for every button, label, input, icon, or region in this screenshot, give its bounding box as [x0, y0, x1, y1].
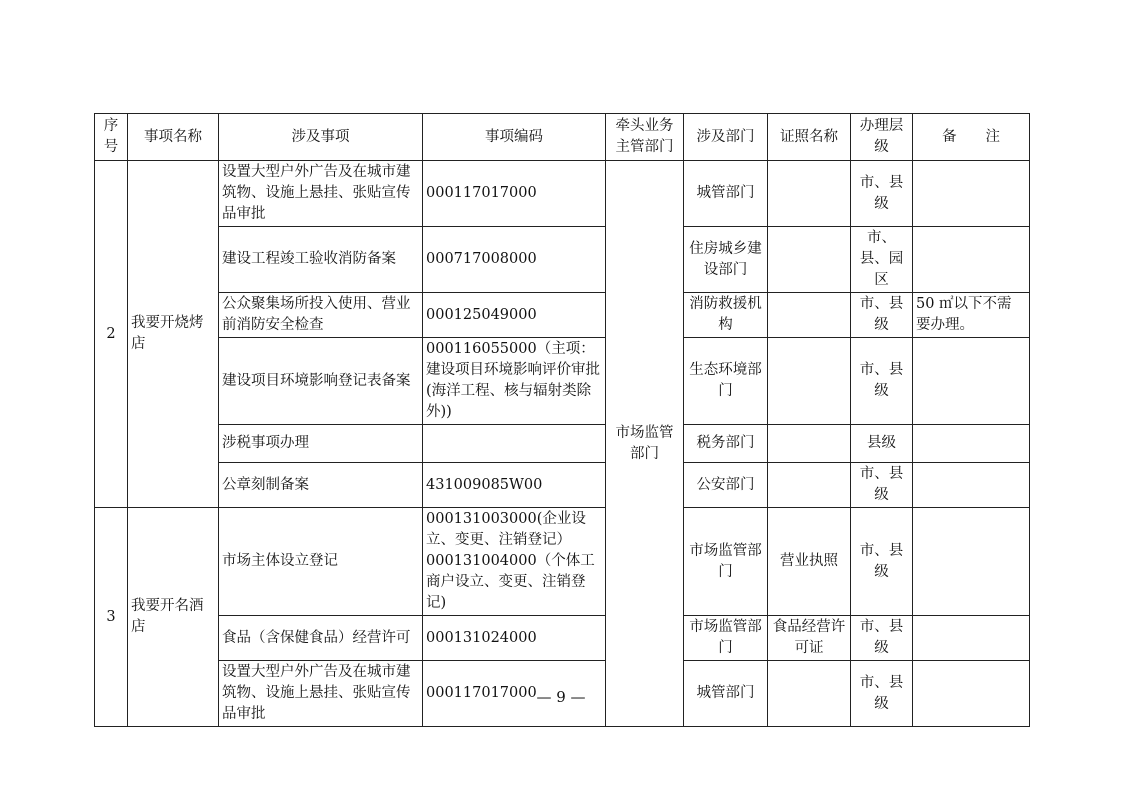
- dept: 住房城乡建设部门: [684, 227, 768, 293]
- license: 食品经营许可证: [768, 616, 851, 661]
- involved-item: 食品（含保健食品）经营许可: [219, 616, 423, 661]
- table-row: [95, 425, 1030, 463]
- license: [768, 227, 851, 293]
- header-remark: 备 注: [913, 114, 1030, 161]
- level: 市、县级: [851, 661, 913, 727]
- header-lead-dept: 牵头业务主管部门: [606, 114, 684, 161]
- group-name: 我要开名酒店: [128, 508, 219, 727]
- dept: 消防救援机构: [684, 293, 768, 338]
- license: [768, 425, 851, 463]
- table-row: [95, 463, 1030, 508]
- dept: 税务部门: [684, 425, 768, 463]
- remark: [913, 227, 1030, 293]
- item-code: [423, 425, 606, 463]
- table-row: [95, 227, 1030, 293]
- item-code: 000117017000: [423, 161, 606, 227]
- level: 县级: [851, 425, 913, 463]
- remark: [913, 161, 1030, 227]
- remark: [913, 508, 1030, 616]
- header-name: 事项名称: [128, 114, 219, 161]
- level: 市、县级: [851, 293, 913, 338]
- involved-item: 公众聚集场所投入使用、营业前消防安全检查: [219, 293, 423, 338]
- involved-item: 市场主体设立登记: [219, 508, 423, 616]
- table-row: [95, 338, 1030, 425]
- dept: 市场监管部门: [684, 508, 768, 616]
- license: [768, 161, 851, 227]
- header-involved: 涉及事项: [219, 114, 423, 161]
- group-seq: 2: [95, 161, 128, 508]
- remark: [913, 425, 1030, 463]
- license: 营业执照: [768, 508, 851, 616]
- license: [768, 293, 851, 338]
- item-code: 000131003000(企业设立、变更、注销登记）000131004000（个体工商户设立、变更、注销登记): [423, 508, 606, 616]
- level: 市、县、园区: [851, 227, 913, 293]
- table-row: [95, 616, 1030, 661]
- table-row: [95, 161, 1030, 227]
- level: 市、县级: [851, 508, 913, 616]
- service-table: [94, 113, 1030, 727]
- dept: 城管部门: [684, 661, 768, 727]
- lead-dept: 市场监管部门: [606, 161, 684, 727]
- table-row: [95, 508, 1030, 616]
- dept: 市场监管部门: [684, 616, 768, 661]
- remark: [913, 616, 1030, 661]
- remark: 50 ㎡以下不需要办理。: [913, 293, 1030, 338]
- involved-item: 设置大型户外广告及在城市建筑物、设施上悬挂、张贴宣传品审批: [219, 661, 423, 727]
- group-seq: 3: [95, 508, 128, 727]
- group-name: 我要开烧烤店: [128, 161, 219, 508]
- header-row: [95, 114, 1030, 161]
- item-code: 431009085W00: [423, 463, 606, 508]
- item-code: 000117017000: [423, 661, 606, 727]
- license: [768, 338, 851, 425]
- item-code: 000116055000（主项：建设项目环境影响评价审批(海洋工程、核与辐射类除外)): [423, 338, 606, 425]
- header-license: 证照名称: [768, 114, 851, 161]
- license: [768, 463, 851, 508]
- remark: [913, 338, 1030, 425]
- header-level: 办理层级: [851, 114, 913, 161]
- level: 市、县级: [851, 616, 913, 661]
- table-row: [95, 293, 1030, 338]
- item-code: 000717008000: [423, 227, 606, 293]
- level: 市、县级: [851, 338, 913, 425]
- involved-item: 设置大型户外广告及在城市建筑物、设施上悬挂、张贴宣传品审批: [219, 161, 423, 227]
- involved-item: 公章刻制备案: [219, 463, 423, 508]
- level: 市、县级: [851, 161, 913, 227]
- remark: [913, 463, 1030, 508]
- dept: 公安部门: [684, 463, 768, 508]
- involved-item: 建设项目环境影响登记表备案: [219, 338, 423, 425]
- item-code: 000131024000: [423, 616, 606, 661]
- header-code: 事项编码: [423, 114, 606, 161]
- page-number: — 9 —: [536, 688, 586, 706]
- dept: 城管部门: [684, 161, 768, 227]
- header-seq: 序号: [95, 114, 128, 161]
- item-code: 000125049000: [423, 293, 606, 338]
- involved-item: 涉税事项办理: [219, 425, 423, 463]
- involved-item: 建设工程竣工验收消防备案: [219, 227, 423, 293]
- header-dept: 涉及部门: [684, 114, 768, 161]
- level: 市、县级: [851, 463, 913, 508]
- dept: 生态环境部门: [684, 338, 768, 425]
